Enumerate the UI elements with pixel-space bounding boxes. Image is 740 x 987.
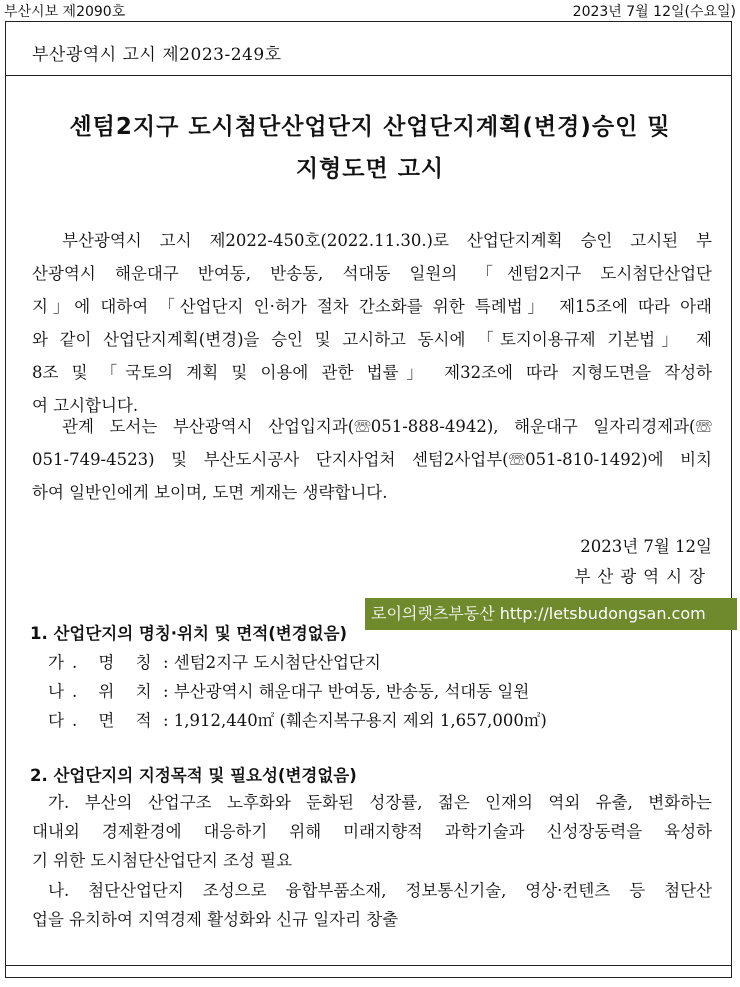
notice-date: 2023년 7월 12일 — [580, 537, 712, 556]
item-value: : 1,912,440㎡ (훼손지복구용지 제외 1,657,000㎡) — [163, 711, 547, 730]
item-line: 기 위한 도시첨단산업단지 조성 필요 — [32, 851, 293, 870]
item-value: : 센텀2지구 도시첨단산업단지 — [163, 653, 381, 672]
para1-line: 8조 및 「국토의 계획 및 이용에 관한 법률」 제32조에 따라 지형도면을 작성하 — [32, 363, 712, 382]
para1-line: 산광역시 해운대구 반여동, 반송동, 석대동 일원의 「센텀2지구 도시첨단산업단 — [32, 264, 712, 283]
section-2-item-ga — [32, 788, 712, 875]
item-line: 업을 유치하여 지역경제 활성화와 신규 일자리 창출 — [32, 910, 399, 929]
section-1-item — [48, 649, 381, 673]
para1-line: 여 고시합니다. — [32, 396, 139, 415]
title-line-2: 지형도면 고시 — [295, 156, 445, 182]
section-1-item — [48, 678, 529, 702]
gazette-issue: 부산시보 제2090호 — [4, 4, 126, 20]
notice-number: 부산광역시 고시 제2023-249호 — [32, 45, 282, 65]
section-1-heading: 1. 산업단지의 명칭·위치 및 면적(변경없음) — [30, 624, 348, 643]
para2-line: 하여 일반인에게 보이며, 도면 게재는 생략합니다. — [32, 483, 388, 502]
title-line-1: 센텀2지구 도시첨단산업단지 산업단지계획(변경)승인 및 — [69, 114, 671, 140]
item-line: 나. 첨단산업단지 조성으로 융합부품소재, 정보통신기술, 영상·컨텐츠 등 첨단산 — [48, 881, 712, 900]
item-label: 나. 위 치 — [48, 682, 160, 701]
body-paragraph-2 — [32, 410, 712, 509]
para1-line: 지」에 대하여 「산업단지 인·허가 절차 간소화를 위한 특례법」 제15조에 따라 아래 — [32, 297, 712, 316]
item-label: 가. 명 칭 — [48, 653, 160, 672]
watermark-banner: 로이의렛츠부동산 http://letsbudongsan.com — [365, 598, 737, 630]
para1-line: 부산광역시 고시 제2022-450호(2022.11.30.)로 산업단지계획 승인 고시된 부 — [62, 231, 712, 250]
divider-top — [5, 75, 732, 76]
gazette-header — [0, 0, 740, 18]
item-line: 가. 부산의 산업구조 노후화와 둔화된 성장률, 젊은 인재의 역외 유출, 변화하는 — [48, 793, 712, 812]
section-2-item-na — [32, 876, 712, 934]
body-paragraph-1 — [32, 224, 712, 422]
section-2-heading: 2. 산업단지의 지정목적 및 필요성(변경없음) — [30, 766, 357, 785]
section-1-item — [48, 707, 547, 731]
item-label: 다. 면 적 — [48, 711, 160, 730]
issuer-name: 부산광역시장 — [574, 567, 712, 586]
para2-line: 051-749-4523) 및 부산도시공사 단지사업처 센텀2사업부(☏051-810-1492)에 비치 — [32, 450, 712, 469]
gazette-date: 2023년 7월 12일(수요일) — [572, 4, 736, 20]
para1-line: 와 같이 산업단지계획(변경)을 승인 및 고시하고 동시에 「토지이용규제 기본법」 제 — [32, 330, 712, 349]
item-value: : 부산광역시 해운대구 반여동, 반송동, 석대동 일원 — [163, 682, 530, 701]
para2-line: 관계 도서는 부산광역시 산업입지과(☏051-888-4942), 해운대구 일자리경제과(☏ — [62, 417, 712, 436]
divider-bottom — [5, 965, 732, 966]
item-line: 대내외 경제환경에 대응하기 위해 미래지향적 과학기술과 신성장동력을 육성하 — [32, 822, 712, 841]
